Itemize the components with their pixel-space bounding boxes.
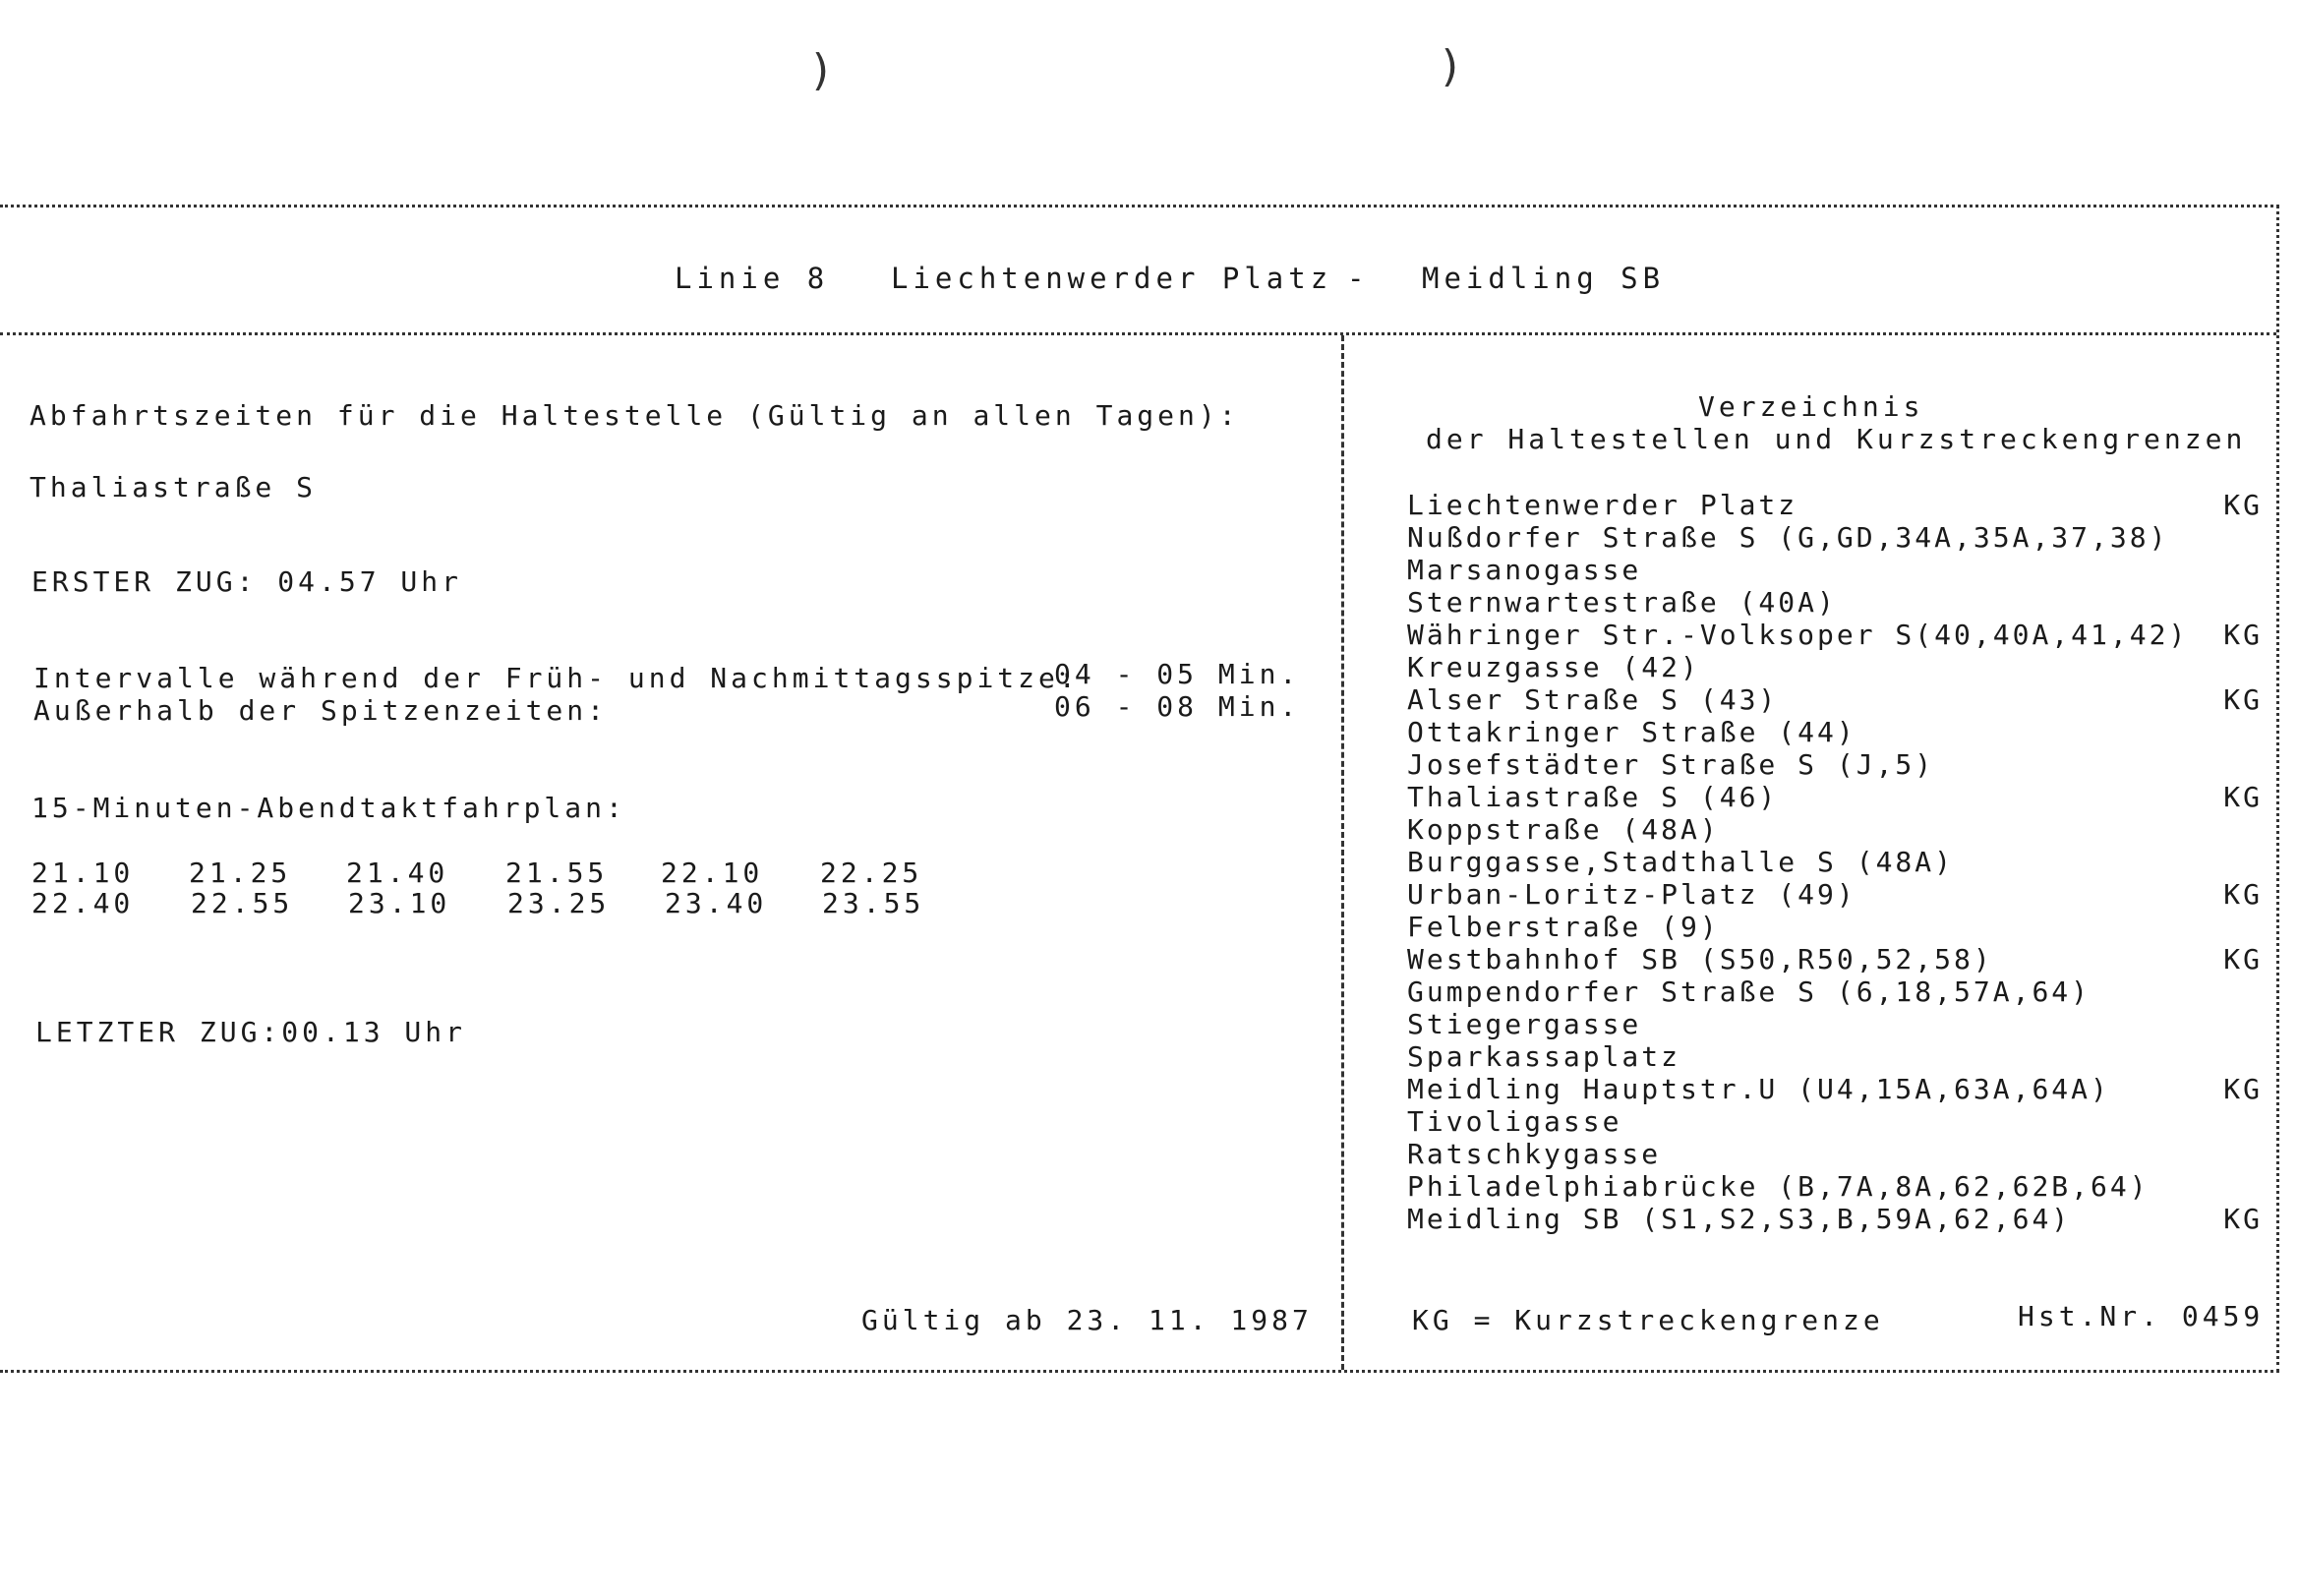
time-cell: 22.10: [661, 857, 764, 889]
kg-marker: KG: [2223, 683, 2263, 716]
interval-offpeak-value: 06 - 08 Min.: [1054, 690, 1301, 723]
stop-label: Ottakringer Straße (44): [1407, 716, 1856, 748]
list-item: [1407, 911, 2263, 943]
stop-label: Nußdorfer Straße S (G,GD,34A,35A,37,38): [1407, 521, 2169, 554]
stop-label: Westbahnhof SB (S50,R50,52,58): [1407, 943, 1993, 975]
time-cell: 21.25: [189, 857, 292, 889]
kg-marker: KG: [2223, 1203, 2263, 1235]
list-item: [1407, 1040, 2263, 1073]
kg-legend: KG = Kurzstreckengrenze: [1412, 1304, 1884, 1336]
stop-label: Koppstraße (48A): [1407, 813, 1720, 846]
route-dash: -: [1347, 262, 1370, 295]
title-bar: [0, 207, 2276, 335]
interval-peak-value: 04 - 05 Min.: [1054, 658, 1301, 690]
time-cell: 22.40: [31, 887, 135, 919]
list-item: [1407, 1203, 2263, 1235]
stop-label: Josefstädter Straße S (J,5): [1407, 748, 1935, 781]
time-cell: 21.55: [505, 857, 609, 889]
stop-number: Hst.Nr. 0459: [2018, 1300, 2265, 1332]
stop-label: Thaliastraße S (46): [1407, 781, 1779, 813]
stop-label: Gumpendorfer Straße S (6,18,57A,64): [1407, 975, 2092, 1008]
stop-label: Sparkassaplatz: [1407, 1040, 1681, 1073]
kg-marker: KG: [2223, 1073, 2263, 1105]
stop-list: [1407, 489, 2263, 1235]
list-item: [1407, 489, 2263, 521]
directory-heading-2: der Haltestellen und Kurzstreckengrenzen: [1426, 423, 2247, 455]
kg-marker: KG: [2223, 489, 2263, 521]
list-item: [1407, 748, 2263, 781]
list-item: [1407, 813, 2263, 846]
kg-marker: KG: [2223, 619, 2263, 651]
directory-heading-1: Verzeichnis: [1698, 390, 1924, 423]
time-cell: 21.40: [346, 857, 449, 889]
list-item: [1407, 1073, 2263, 1105]
list-item: [1407, 846, 2263, 878]
valid-from: Gültig ab 23. 11. 1987: [861, 1304, 1313, 1336]
line-number: Linie 8: [675, 262, 830, 295]
stop-label: Sternwartestraße (40A): [1407, 586, 1837, 619]
stop-label: Währinger Str.-Volksoper S(40,40A,41,42): [1407, 619, 2189, 651]
list-item: [1407, 1008, 2263, 1040]
list-item: [1407, 1105, 2263, 1138]
departures-heading: Abfahrtszeiten für die Haltestelle (Gültig an allen Tagen):: [29, 399, 1240, 432]
time-cell: 22.25: [820, 857, 923, 889]
stop-label: Urban-Loritz-Platz (49): [1407, 878, 1856, 911]
list-item: [1407, 781, 2263, 813]
stop-label: Philadelphiabrücke (B,7A,8A,62,62B,64): [1407, 1170, 2150, 1203]
first-train: ERSTER ZUG: 04.57 Uhr: [31, 565, 463, 598]
timetable-frame: [0, 205, 2279, 1373]
time-cell: 23.25: [507, 887, 611, 919]
kg-marker: KG: [2223, 878, 2263, 911]
stop-label: Burggasse,Stadthalle S (48A): [1407, 846, 1955, 878]
last-train: LETZTER ZUG:00.13 Uhr: [35, 1016, 467, 1048]
list-item: [1407, 878, 2263, 911]
stop-label: Meidling Hauptstr.U (U4,15A,63A,64A): [1407, 1073, 2110, 1105]
stop-label: Marsanogasse: [1407, 554, 1642, 586]
route-to: Meidling SB: [1422, 262, 1666, 295]
scan-mark-left: ): [808, 45, 835, 95]
kg-marker: KG: [2223, 943, 2263, 975]
stop-label: Felberstraße (9): [1407, 911, 1720, 943]
stop-label: Stiegergasse: [1407, 1008, 1642, 1040]
list-item: [1407, 1170, 2263, 1203]
time-cell: 23.40: [665, 887, 768, 919]
list-item: [1407, 1138, 2263, 1170]
list-item: [1407, 943, 2263, 975]
stop-label: Tivoligasse: [1407, 1105, 1622, 1138]
stop-label: Kreuzgasse (42): [1407, 651, 1700, 683]
list-item: [1407, 554, 2263, 586]
time-cell: 22.55: [191, 887, 294, 919]
column-divider: [1341, 335, 1344, 1370]
stop-label: Alser Straße S (43): [1407, 683, 1779, 716]
stop-name: Thaliastraße S: [29, 471, 318, 503]
route-from: Liechtenwerder Platz: [891, 262, 1333, 295]
list-item: [1407, 586, 2263, 619]
kg-marker: KG: [2223, 781, 2263, 813]
scan-mark-right: ): [1438, 41, 1464, 91]
interval-offpeak-label: Außerhalb der Spitzenzeiten:: [33, 694, 609, 727]
interval-peak-label: Intervalle während der Früh- und Nachmittagsspitze:: [33, 662, 1080, 694]
list-item: [1407, 521, 2263, 554]
stop-label: Liechtenwerder Platz: [1407, 489, 1798, 521]
time-cell: 23.55: [822, 887, 925, 919]
list-item: [1407, 619, 2263, 651]
time-cell: 23.10: [348, 887, 451, 919]
list-item: [1407, 975, 2263, 1008]
evening-heading: 15-Minuten-Abendtaktfahrplan:: [31, 792, 626, 824]
stop-label: Ratschkygasse: [1407, 1138, 1662, 1170]
list-item: [1407, 716, 2263, 748]
stop-label: Meidling SB (S1,S2,S3,B,59A,62,64): [1407, 1203, 2072, 1235]
list-item: [1407, 651, 2263, 683]
time-cell: 21.10: [31, 857, 135, 889]
list-item: [1407, 683, 2263, 716]
